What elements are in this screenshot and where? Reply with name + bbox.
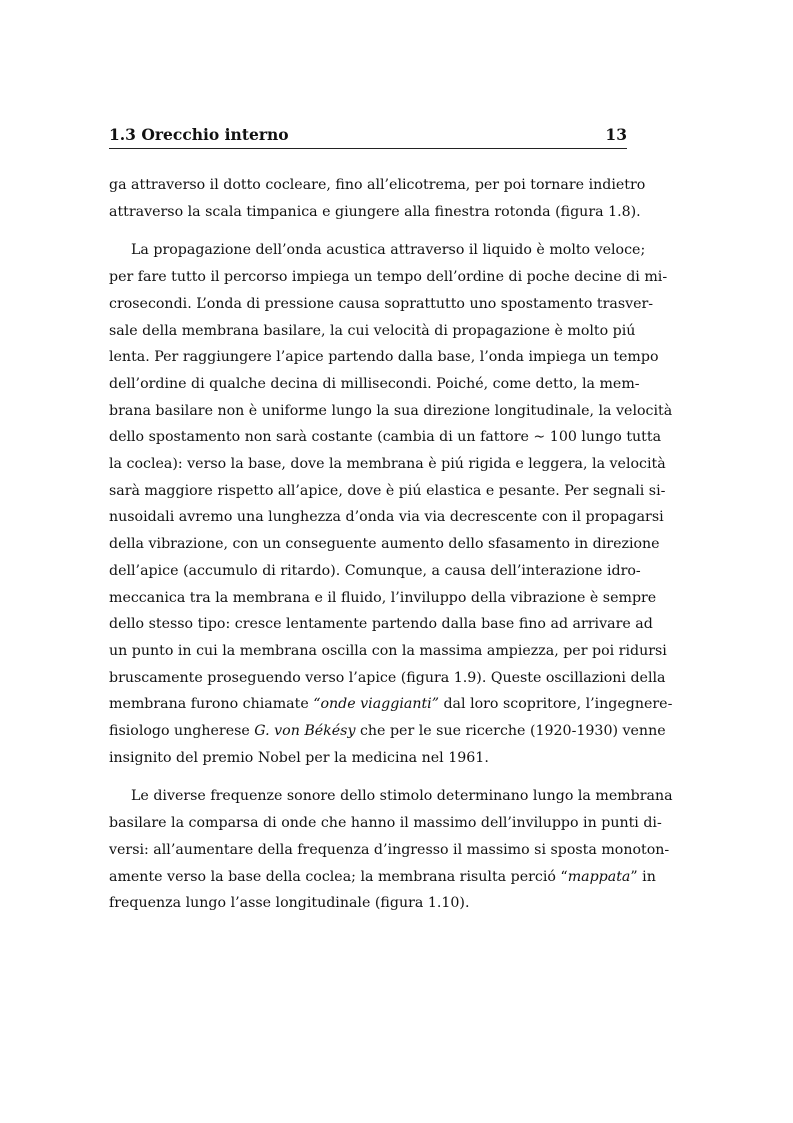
text-line: membrana furono chiamate “onde viaggianti” dal loro scopritore, l’ingegnere-	[109, 696, 673, 713]
text-line: bruscamente proseguendo verso l’apice (figura 1.9). Queste oscillazioni della	[109, 669, 666, 686]
emphasis-von-bekesy: G. von Békésy	[254, 723, 356, 740]
text-line: dello spostamento non sarà costante (cambia di un fattore ∼ 100 lungo tutta	[109, 429, 662, 446]
text-line: sale della membrana basilare, la cui velocità di propagazione è molto piú	[109, 322, 636, 339]
text-line: dell’ordine di qualche decina di millisecondi. Poiché, come detto, la mem-	[109, 375, 640, 392]
text-line: dello stesso tipo: cresce lentamente partendo dalla base fino ad arrivare ad	[109, 616, 653, 633]
text-line: Le diverse frequenze sonore dello stimolo determinano lungo la membrana	[131, 788, 673, 805]
text-line: ga attraverso il dotto cocleare, fino all’elicotrema, per poi tornare indietro	[109, 177, 646, 193]
text-line: meccanica tra la membrana e il fluido, l’inviluppo della vibrazione è sempre	[109, 589, 657, 606]
text-line: della vibrazione, con un conseguente aumento dello sfasamento in direzione	[109, 536, 660, 553]
text-line: La propagazione dell’onda acustica attraverso il liquido è molto veloce;	[131, 242, 646, 259]
emphasis-mappata: mappata	[567, 868, 631, 885]
text-line: dell’apice (accumulo di ritardo). Comunque, a causa dell’interazione idro-	[109, 562, 641, 579]
paragraph-wave-propagation	[109, 237, 673, 771]
text-line: nusoidali avremo una lunghezza d’onda via via decrescente con il propagarsi	[109, 509, 664, 526]
page-number: 13	[605, 125, 627, 144]
text-line: insignito del premio Nobel per la medicina nel 1961.	[109, 749, 489, 766]
text-line: basilare la comparsa di onde che hanno il massimo dell’inviluppo in punti di-	[109, 815, 662, 832]
text-line: crosecondi. L’onda di pressione causa soprattutto uno spostamento trasver-	[109, 295, 654, 312]
text-line: amente verso la base della coclea; la membrana risulta perció “mappata” in	[109, 868, 656, 885]
text-line: lenta. Per raggiungere l’apice partendo dalla base, l’onda impiega un tempo	[109, 349, 659, 366]
paragraph-frequency-mapping	[109, 783, 673, 917]
text-line: per fare tutto il percorso impiega un tempo dell’ordine di poche decine di mi-	[109, 269, 668, 286]
emphasis-onde-viaggianti: “onde viaggianti”	[313, 696, 439, 713]
text-line: la coclea): verso la base, dove la membrana è piú rigida e leggera, la velocità	[109, 456, 666, 473]
text-line: sarà maggiore rispetto all’apice, dove è piú elastica e pesante. Per segnali si-	[109, 482, 666, 499]
text-line: un punto in cui la membrana oscilla con la massima ampiezza, per poi ridursi	[109, 642, 667, 659]
text-line: frequenza lungo l’asse longitudinale (figura 1.10).	[109, 895, 470, 912]
section-title: 1.3 Orecchio interno	[109, 125, 289, 144]
text-line: fisiologo ungherese G. von Békésy che per le sue ricerche (1920-1930) venne	[109, 723, 666, 740]
text-line: attraverso la scala timpanica e giungere alla finestra rotonda (figura 1.8).	[109, 203, 641, 220]
paragraph-continuation	[109, 172, 646, 225]
text-line: versi: all’aumentare della frequenza d’ingresso il massimo si sposta monoton-	[109, 841, 670, 858]
body-text	[109, 172, 673, 917]
running-header	[109, 124, 627, 149]
text-line: brana basilare non è uniforme lungo la sua direzione longitudinale, la velocità	[109, 402, 673, 419]
